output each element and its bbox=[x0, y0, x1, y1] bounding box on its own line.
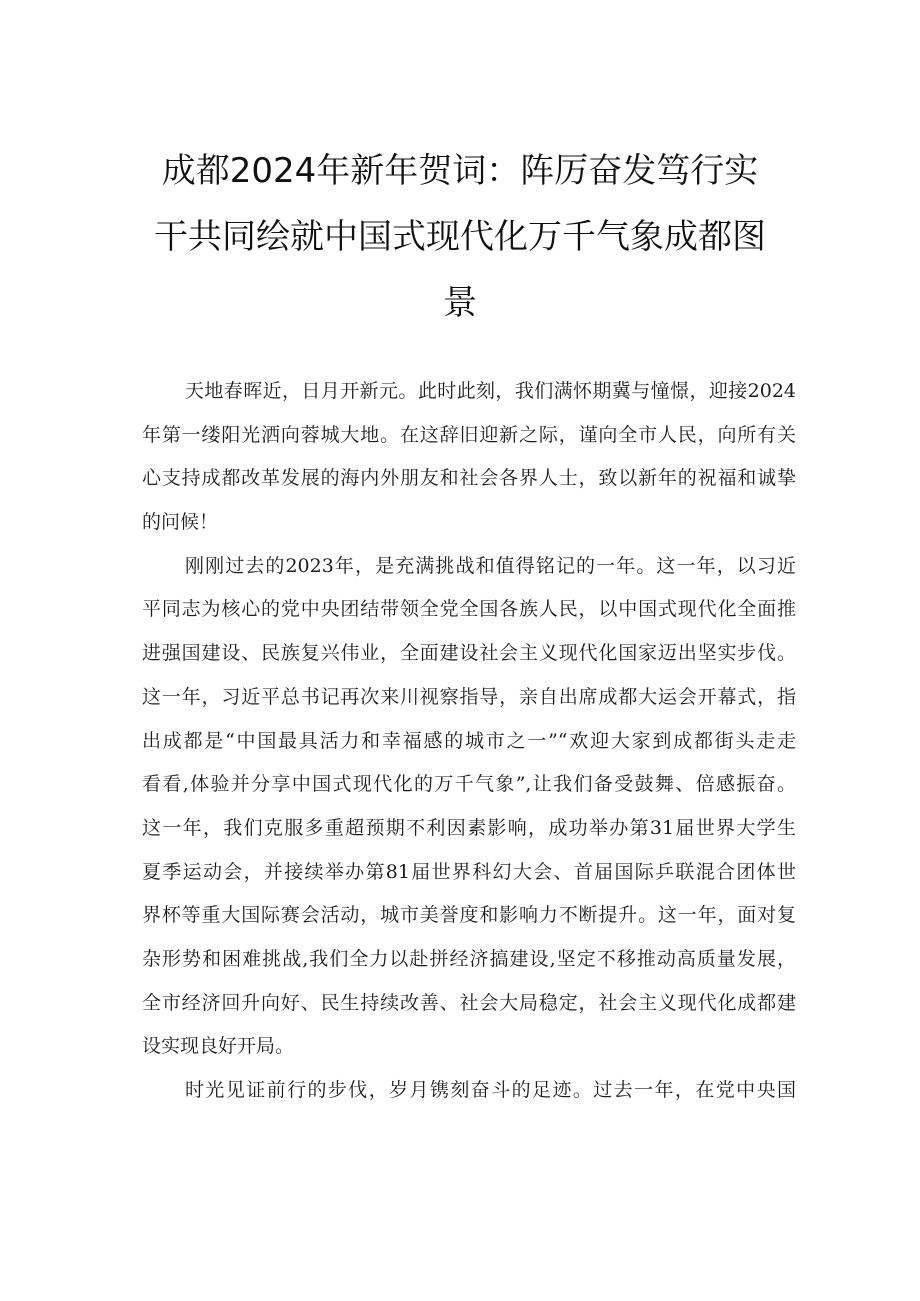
paragraph-line: 全市经济回升向好、民生持续改善、社会大局稳定，社会主义现代化成都建 bbox=[142, 991, 796, 1014]
paragraph-line: 心支持成都改革发展的海内外朋友和社会各界人士，致以新年的祝福和诚挚 bbox=[142, 467, 796, 490]
paragraph-line: 年第一缕阳光洒向蓉城大地。在这辞旧迎新之际，谨向全市人民，向所有关 bbox=[142, 423, 796, 446]
document-body bbox=[142, 370, 796, 1113]
paragraph-line: 平同志为核心的党中央团结带领全党全国各族人民，以中国式现代化全面推 bbox=[142, 598, 796, 621]
paragraph-1 bbox=[142, 370, 796, 545]
paragraph-line: 的问候！ bbox=[142, 511, 219, 534]
paragraph-line: 这一年，习近平总书记再次来川视察指导，亲自出席成都大运会开幕式，指 bbox=[142, 685, 796, 708]
paragraph-line: 时光见证前行的步伐，岁月镌刻奋斗的足迹。过去一年，在党中央国 bbox=[185, 1079, 796, 1101]
paragraph-line: 天地春晖近，日月开新元。此时此刻，我们满怀期冀与憧憬，迎接2024 bbox=[185, 380, 796, 402]
title-line-1: 成都2024年新年贺词：阵厉奋发笃行实 bbox=[161, 151, 759, 191]
paragraph-line: 杂形势和困难挑战,我们全力以赴拼经济搞建设,坚定不移推动高质量发展， bbox=[142, 947, 796, 970]
paragraph-line: 夏季运动会，并接续举办第81届世界科幻大会、首届国际乒联混合团体世 bbox=[142, 860, 796, 883]
paragraph-line: 刚刚过去的2023年，是充满挑战和值得铭记的一年。这一年，以习近 bbox=[185, 554, 796, 577]
document-title bbox=[130, 138, 790, 336]
title-line-3: 景 bbox=[443, 283, 477, 323]
paragraph-3 bbox=[142, 1069, 796, 1113]
paragraph-line: 出成都是“中国最具活力和幸福感的城市之一”“欢迎大家到成都街头走走 bbox=[142, 729, 796, 752]
paragraph-2 bbox=[142, 545, 796, 1069]
paragraph-line: 界杯等重大国际赛会活动，城市美誉度和影响力不断提升。这一年，面对复 bbox=[142, 904, 796, 927]
paragraph-line: 进强国建设、民族复兴伟业，全面建设社会主义现代化国家迈出坚实步伐。 bbox=[142, 642, 796, 665]
paragraph-line: 看看,体验并分享中国式现代化的万千气象”,让我们备受鼓舞、倍感振奋。 bbox=[142, 773, 796, 796]
paragraph-line: 设实现良好开局。 bbox=[142, 1035, 295, 1058]
title-line-2: 干共同绘就中国式现代化万千气象成都图 bbox=[154, 217, 766, 257]
paragraph-line: 这一年，我们克服多重超预期不利因素影响，成功举办第31届世界大学生 bbox=[142, 816, 796, 839]
